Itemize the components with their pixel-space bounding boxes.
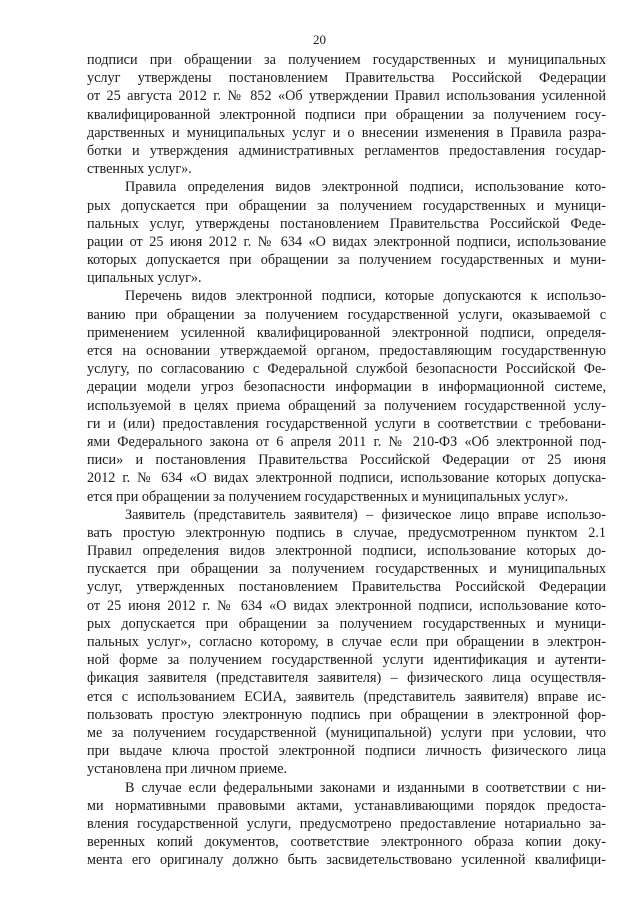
text-line: Перечень видов электронной подписи, которые допускаются к использо- [125,288,606,305]
text-line: ственных услуг». [87,161,192,178]
text-line: вления государственной услуги, предусмотрено предоставление нотариально за- [87,815,606,832]
text-line: квалифицированной электронной подписи при обращении за получением госу- [87,106,606,123]
text-line: пальных услуг, утверждены постановлением Правительства Российской Феде- [87,215,606,232]
text-line: ги и (или) предоставления государственной услуги в соответствии с требовани- [87,415,606,432]
text-line: дарственных и муниципальных услуг и о внесении изменения в Правила разра- [87,124,606,141]
text-line: ме за получением государственной (муниципальной) услуги при условии, что [87,724,606,741]
text-line: пускается при обращении за получением государственных и муниципальных [87,561,606,578]
text-line: ботки и утверждения административных регламентов предоставления государ- [87,142,606,159]
paragraph [87,51,606,178]
text-line: Правила определения видов электронной подписи, использование кото- [125,179,606,196]
text-line: писи» и постановления Правительства Российской Федерации от 25 июня [87,452,606,469]
text-line: ципальных услуг». [87,270,202,287]
text-line: дерации модели угроз безопасности информации в информационной системе, [87,379,606,396]
text-line: при выдаче ключа простой электронной подписи личность физического лица [87,743,606,760]
text-line: подписи при обращении за получением государственных и муниципальных [87,52,606,68]
text-line: Заявитель (представитель заявителя) – физическое лицо вправе использо- [125,506,606,523]
text-line: В случае если федеральными законами и изданными в соответствии с ни- [125,779,606,796]
text-line: пальных услуг», согласно которому, в случае если при обращении в электрон- [87,634,606,650]
text-line: 2012 г. № 634 «О видах электронной подписи, использование которых допуска- [87,470,606,487]
text-line: фикация заявителя (представителя заявителя) – физического лица осуществля- [87,670,606,687]
text-line: рации от 25 июня 2012 г. № 634 «О видах электронной подписи, использование [87,233,606,250]
page-number: 20 [313,32,326,47]
text-line: которых допускается при обращении за получением государственных и муни- [87,252,606,269]
text-line: рых допускается при обращении за получением государственных и муници- [87,615,606,632]
paragraph [87,287,606,505]
text-line: вать простую электронную подпись в случае, предусмотренном пунктом 2.1 [87,524,606,541]
text-line: установлена при личном приеме. [87,761,288,778]
text-line: ется на основании утверждаемой органом, предоставляющим государственную [87,343,606,359]
text-line: ется при обращении за получением государственных и муниципальных услуг». [87,488,569,505]
text-line: ями Федерального закона от 6 апреля 2011 г. № 210-ФЗ «Об электронной под- [87,433,606,450]
text-line: ванию при обращении за получением государственной услуги, оказываемой с [87,306,606,323]
paragraph [87,178,606,287]
text-line: применением усиленной квалифицированной электронной подписи, определя- [87,324,606,341]
document-body [87,51,606,869]
text-line: пользовать простую электронную подпись при обращении в электронной фор- [87,706,606,723]
text-line: используемой в целях приема обращений за получением государственной услу- [87,397,606,414]
text-line: ми нормативными правовыми актами, устанавливающими порядок предоста- [87,797,606,814]
text-line: от 25 августа 2012 г. № 852 «Об утверждении Правил использования усиленной [87,88,606,105]
text-line: услуг, утвержденных постановлением Правительства Российской Федерации [87,579,606,596]
text-line: ной форме за получением государственной услуги идентификация и аутенти- [87,652,606,669]
paragraph [87,779,606,870]
text-line: от 25 июня 2012 г. № 634 «О видах электронной подписи, использование кото- [87,597,606,614]
text-line: Правил определения видов электронной подписи, использование которых до- [87,543,606,560]
text-line: мента его оригиналу должно быть засвидетельствовано усиленной квалифици- [87,852,606,869]
text-line: ется с использованием ЕСИА, заявитель (представитель заявителя) вправе ис- [87,688,606,705]
text-line: веренных копий документов, соответствие электронного образа копии доку- [87,834,606,851]
text-line: рых допускается при обращении за получением государственных и муници- [87,197,606,214]
text-line: услуг утверждены постановлением Правительства Российской Федерации [87,70,606,87]
paragraph [87,506,606,779]
text-line: услугу, по согласованию с Федеральной службой безопасности Российской Фе- [87,361,606,378]
